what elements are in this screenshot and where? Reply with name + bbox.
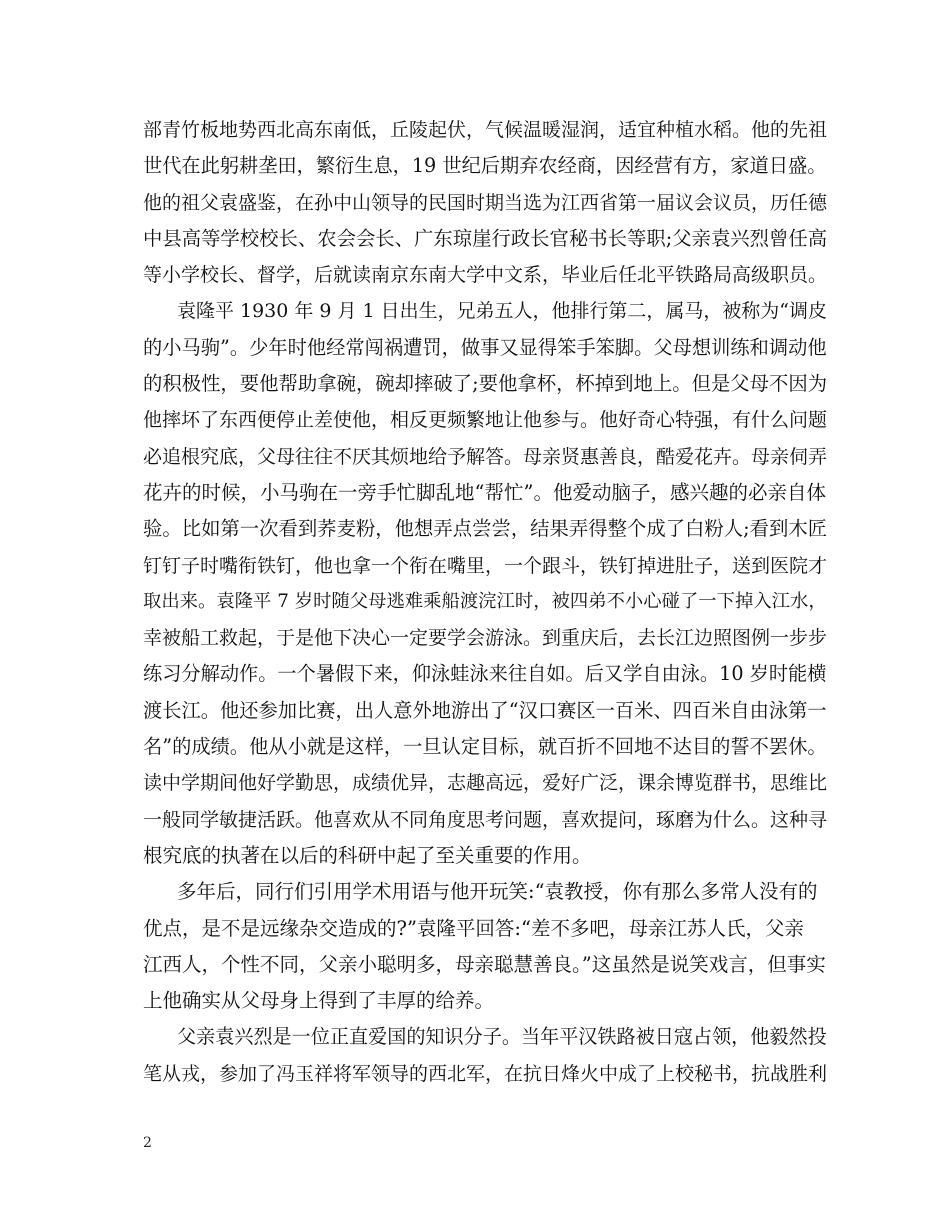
text-line: 幸被船工救起，于是他下决心一定要学会游泳。到重庆后，去长江边照图例一步步 bbox=[143, 627, 827, 650]
text-line: 他摔坏了东西便停止差使他，相反更频繁地让他参与。他好奇心特强，有什么问题 bbox=[143, 409, 827, 432]
text-line: 父亲袁兴烈是一位正直爱国的知识分子。当年平汉铁路被日寇占领，他毅然投 bbox=[177, 1025, 827, 1049]
text-line: 世代在此躬耕垄田，繁衍生息，19 世纪后期弃农经商，因经营有方，家道日盛。 bbox=[143, 154, 827, 178]
text-line: 渡长江。他还参加比赛，出人意外地游出了“汉口赛区一百米、四百米自由泳第一 bbox=[143, 698, 827, 722]
text-line: 取出来。袁隆平 7 岁时随父母逃难乘船渡浣江时，被四弟不小心碰了一下掉入江水， bbox=[143, 590, 827, 612]
text-line: 花卉的时候，小马驹在一旁手忙脚乱地“帮忙”。他爱动脑子，感兴趣的必亲自体 bbox=[143, 480, 826, 504]
text-line: 必追根究底，父母往往不厌其烦地给予解答。母亲贤惠善良，酷爱花卉。母亲伺弄 bbox=[143, 445, 827, 468]
text-line: 一般同学敏捷活跃。他喜欢从不同角度思考问题，喜欢提问，琢磨为什么。这种寻 bbox=[143, 808, 827, 831]
text-line: 的积极性，要他帮助拿碗，碗却摔破了;要他拿杯，杯掉到地上。但是父母不因为 bbox=[143, 372, 827, 396]
paragraph bbox=[143, 1019, 827, 1092]
text-line: 读中学期间他好学勤思，成绩优异，志趣高远，爱好广泛，课余博览群书，思维比 bbox=[143, 772, 827, 795]
body-text bbox=[143, 112, 827, 1092]
text-line: 练习分解动作。一个暑假下来，仰泳蛙泳来往自如。后又学自由泳。10 岁时能横 bbox=[143, 662, 827, 686]
text-line: 江西人，个性不同，父亲小聪明多，母亲聪慧善良。”这虽然是说笑戏言，但事实 bbox=[143, 952, 826, 976]
text-line: 袁隆平 1930 年 9 月 1 日出生，兄弟五人，他排行第二，属马，被称为“调皮 bbox=[177, 300, 827, 323]
text-line: 中县高等学校校长、农会会长、广东琼崖行政长官秘书长等职;父亲袁兴烈曾任高 bbox=[143, 226, 827, 250]
text-line: 多年后，同行们引用学术用语与他开玩笑:“袁教授，你有那么多常人没有的 bbox=[177, 880, 818, 904]
text-line: 验。比如第一次看到荞麦粉，他想弄点尝尝，结果弄得整个成了白粉人;看到木匠 bbox=[143, 517, 827, 541]
text-line: 等小学校长、督学，后就读南京东南大学中文系，毕业后任北平铁路局高级职员。 bbox=[143, 264, 827, 287]
page-number: 2 bbox=[143, 1135, 152, 1151]
text-line: 根究底的执著在以后的科研中起了至关重要的作用。 bbox=[143, 843, 592, 867]
paragraph bbox=[143, 293, 827, 874]
text-line: 他的祖父袁盛鉴，在孙中山领导的民国时期当选为江西省第一届议会议员，历任德 bbox=[143, 191, 827, 214]
text-line: 优点，是不是远缘杂交造成的?”袁隆平回答:“差不多吧，母亲江苏人氏，父亲 bbox=[143, 916, 804, 940]
text-line: 名”的成绩。他从小就是这样，一旦认定目标，就百折不回地不达目的誓不罢休。 bbox=[143, 735, 827, 759]
text-line: 钉钉子时嘴衔铁钉，他也拿一个衔在嘴里，一个跟斗，铁钉掉进肚子，送到医院才 bbox=[143, 554, 827, 577]
paragraph bbox=[143, 874, 827, 1019]
paragraph bbox=[143, 112, 827, 293]
text-line: 上他确实从父母身上得到了丰厚的给养。 bbox=[143, 989, 495, 1013]
text-line: 部青竹板地势西北高东南低，丘陵起伏，气候温暖湿润，适宜种植水稻。他的先祖 bbox=[143, 119, 827, 141]
text-line: 的小马驹”。少年时他经常闯祸遭罚，做事又显得笨手笨脚。父母想训练和调动他 bbox=[143, 335, 827, 359]
text-line: 笔从戎，参加了冯玉祥将军领导的西北军，在抗日烽火中成了上校秘书，抗战胜利 bbox=[143, 1062, 827, 1085]
